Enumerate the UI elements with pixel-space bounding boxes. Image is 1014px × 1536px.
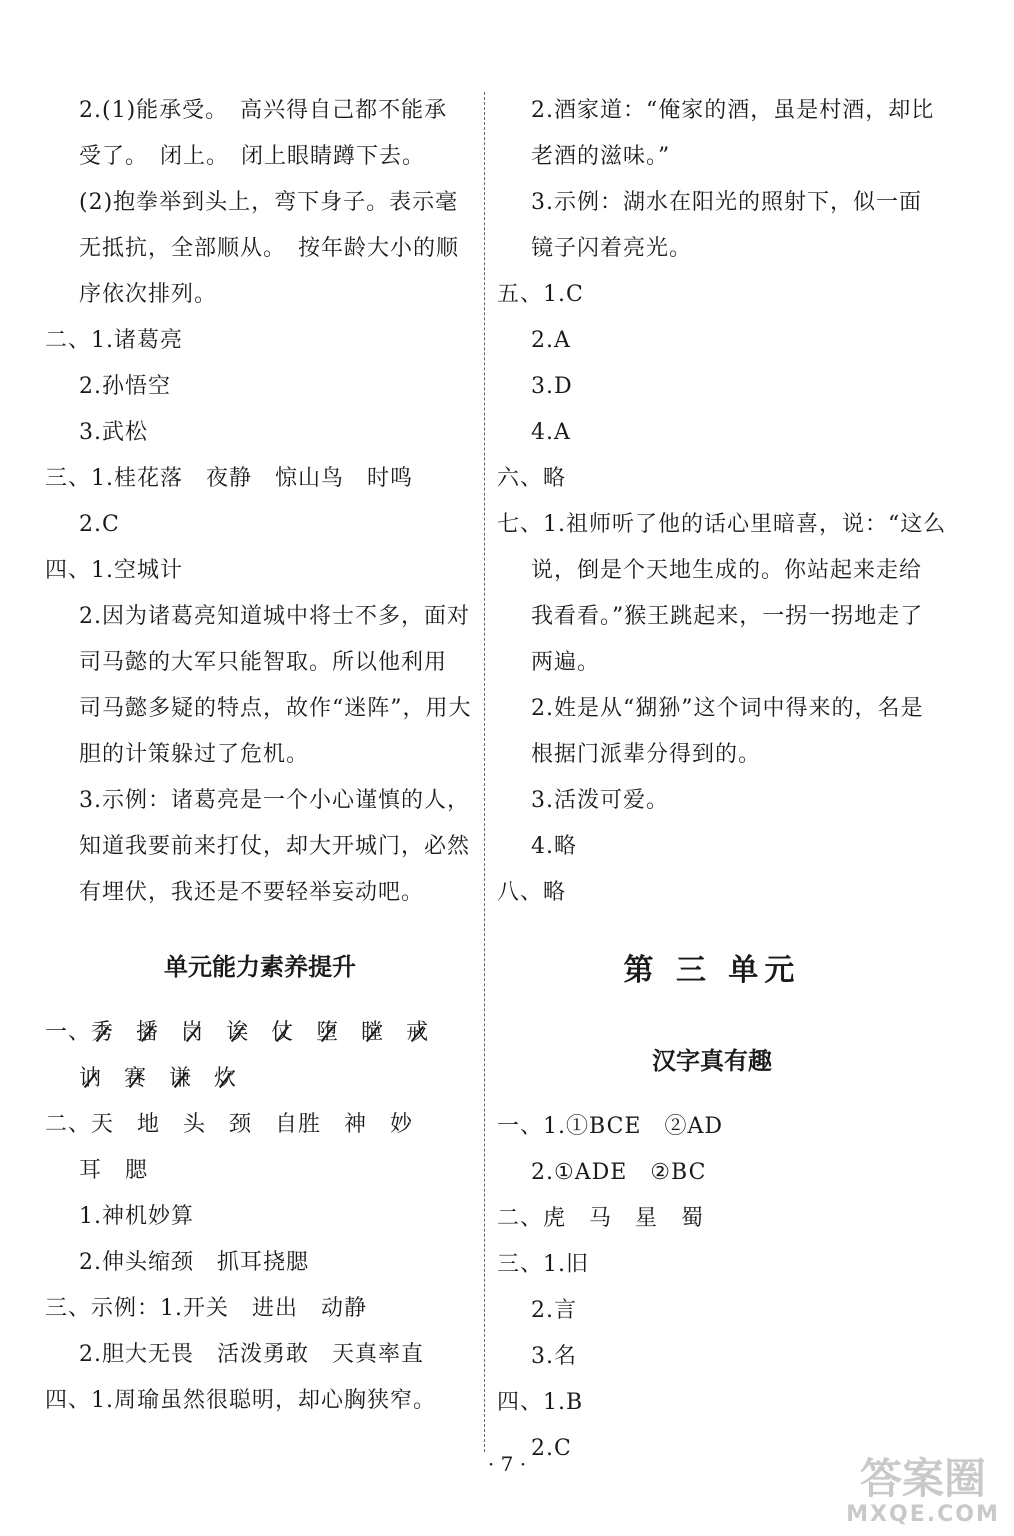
answer-line: 3.示例：湖水在阳光的照射下，似一面 <box>531 190 922 215</box>
struck-char: 讷 <box>79 1056 102 1102</box>
struck-char: 瞠 <box>361 1010 384 1056</box>
answer-line: 老酒的滋味。” <box>531 144 671 169</box>
struck-char: 播 <box>136 1010 159 1056</box>
left-column <box>45 88 475 1424</box>
watermark-url: MXQE.COM <box>846 1502 1000 1527</box>
watermark-logo <box>838 1456 1008 1527</box>
answer-line: 2.因为诸葛亮知道城中将士不多，面对 <box>79 604 470 629</box>
column-divider <box>484 92 485 1452</box>
answer-line: 2.(1)能承受。 高兴得自己都不能承 <box>79 98 448 123</box>
answer-line: 三、1.旧 <box>497 1252 589 1277</box>
right-column <box>497 88 947 1472</box>
answer-line: 2.姓是从“猢狲”这个词中得来的，名是 <box>531 696 924 721</box>
answer-line: 2.孙悟空 <box>79 374 171 399</box>
answer-line: 四、1.空城计 <box>45 558 183 583</box>
right-answers-bottom <box>497 1104 927 1472</box>
struck-char: 堕 <box>316 1010 339 1056</box>
struck-char: 谦 <box>169 1056 192 1102</box>
answer-line: 根据门派辈分得到的。 <box>531 742 762 767</box>
answer-line: 2.C <box>79 512 120 537</box>
struck-chars-1 <box>91 1020 451 1045</box>
answer-line: 2.胆大无畏 活泼勇敢 天真率直 <box>79 1342 424 1367</box>
answer-line: 1.神机妙算 <box>79 1204 194 1229</box>
answer-line: 二、天 地 头 颈 自胜 神 妙 <box>45 1112 414 1137</box>
left-answers-bottom <box>45 1102 475 1424</box>
struck-chars-row-2 <box>45 1056 475 1102</box>
left-answers-top <box>45 88 475 916</box>
answer-line: 3.活泼可爱。 <box>531 788 669 813</box>
unit-heading: 第 三 单元 <box>623 953 801 988</box>
answer-line: 2.酒家道：“俺家的酒，虽是村酒，却比 <box>531 98 935 123</box>
answer-line: 3.武松 <box>79 420 148 445</box>
answer-line: 两遍。 <box>531 650 601 675</box>
answer-line: 4.略 <box>531 834 577 859</box>
answer-line: 有埋伏，我还是不要轻举妄动吧。 <box>79 880 425 905</box>
answer-line: 2.①ADE ②BC <box>531 1160 707 1185</box>
struck-chars-row-1 <box>45 1010 475 1056</box>
answer-line: 二、1.诸葛亮 <box>45 328 183 353</box>
watermark-title: 答案圈 <box>859 1454 986 1503</box>
section-heading: 单元能力素养提升 <box>164 952 356 981</box>
answer-line: 三、1.桂花落 夜静 惊山鸟 时鸣 <box>45 466 413 491</box>
answer-line: 胆的计策躲过了危机。 <box>79 742 310 767</box>
answer-line: 2.C <box>531 1436 572 1461</box>
page-number: · 7 · <box>487 1452 527 1476</box>
struck-char: 岗 <box>181 1010 204 1056</box>
answer-line: 七、1.祖师听了他的话心里暗喜，说：“这么 <box>497 512 947 537</box>
answer-line: 2.A <box>531 328 571 353</box>
answer-line: 四、1.周瑜虽然很聪明，却心胸狭窄。 <box>45 1388 436 1413</box>
answer-line: 耳 腮 <box>79 1158 149 1183</box>
answer-line: 说，倒是个天地生成的。你站起来走给 <box>531 558 923 583</box>
struck-prefix: 一、 <box>45 1020 92 1045</box>
answer-line: 2.言 <box>531 1298 577 1323</box>
struck-char: 戒 <box>406 1010 429 1056</box>
struck-char: 炊 <box>214 1056 237 1102</box>
struck-char: 秀 <box>91 1010 114 1056</box>
answer-line: 3.示例：诸葛亮是一个小心谨慎的人， <box>79 788 470 813</box>
answer-line: 知道我要前来打仗，却大开城门，必然 <box>79 834 471 859</box>
answer-line: 3.名 <box>531 1344 577 1369</box>
answer-line: 司马懿的大军只能智取。所以他利用 <box>79 650 448 675</box>
answer-line: 八、略 <box>497 880 567 905</box>
lesson-heading: 汉字真有趣 <box>652 1046 772 1075</box>
struck-char: 诶 <box>226 1010 249 1056</box>
answer-line: 无抵抗，全部顺从。 按年龄大小的顺 <box>79 236 460 261</box>
answer-line: 3.D <box>531 374 573 399</box>
answer-line: 三、示例：1.开关 进出 动静 <box>45 1296 367 1321</box>
right-answers-top <box>497 88 947 916</box>
answer-line: 一、1.①BCE ②AD <box>497 1114 723 1139</box>
answer-line: 四、1.B <box>497 1390 584 1415</box>
answer-line: 司马懿多疑的特点，故作“迷阵”，用大 <box>79 696 472 721</box>
answer-line: (2)抱拳举到头上，弯下身子。表示毫 <box>79 190 459 215</box>
answer-line: 二、虎 马 星 蜀 <box>497 1206 705 1231</box>
answer-line: 受了。 闭上。 闭上眼睛蹲下去。 <box>79 144 426 169</box>
answer-line: 六、略 <box>497 466 567 491</box>
answer-line: 我看看。”猴王跳起来，一拐一拐地走了 <box>531 604 924 629</box>
answer-line: 序依次排列。 <box>79 282 218 307</box>
struck-char: 仗 <box>271 1010 294 1056</box>
answer-line: 2.伸头缩颈 抓耳挠腮 <box>79 1250 309 1275</box>
struck-char: 赛 <box>124 1056 147 1102</box>
answer-line: 镜子闪着亮光。 <box>531 236 693 261</box>
answer-line: 五、1.C <box>497 282 584 307</box>
answer-line: 4.A <box>531 420 571 445</box>
